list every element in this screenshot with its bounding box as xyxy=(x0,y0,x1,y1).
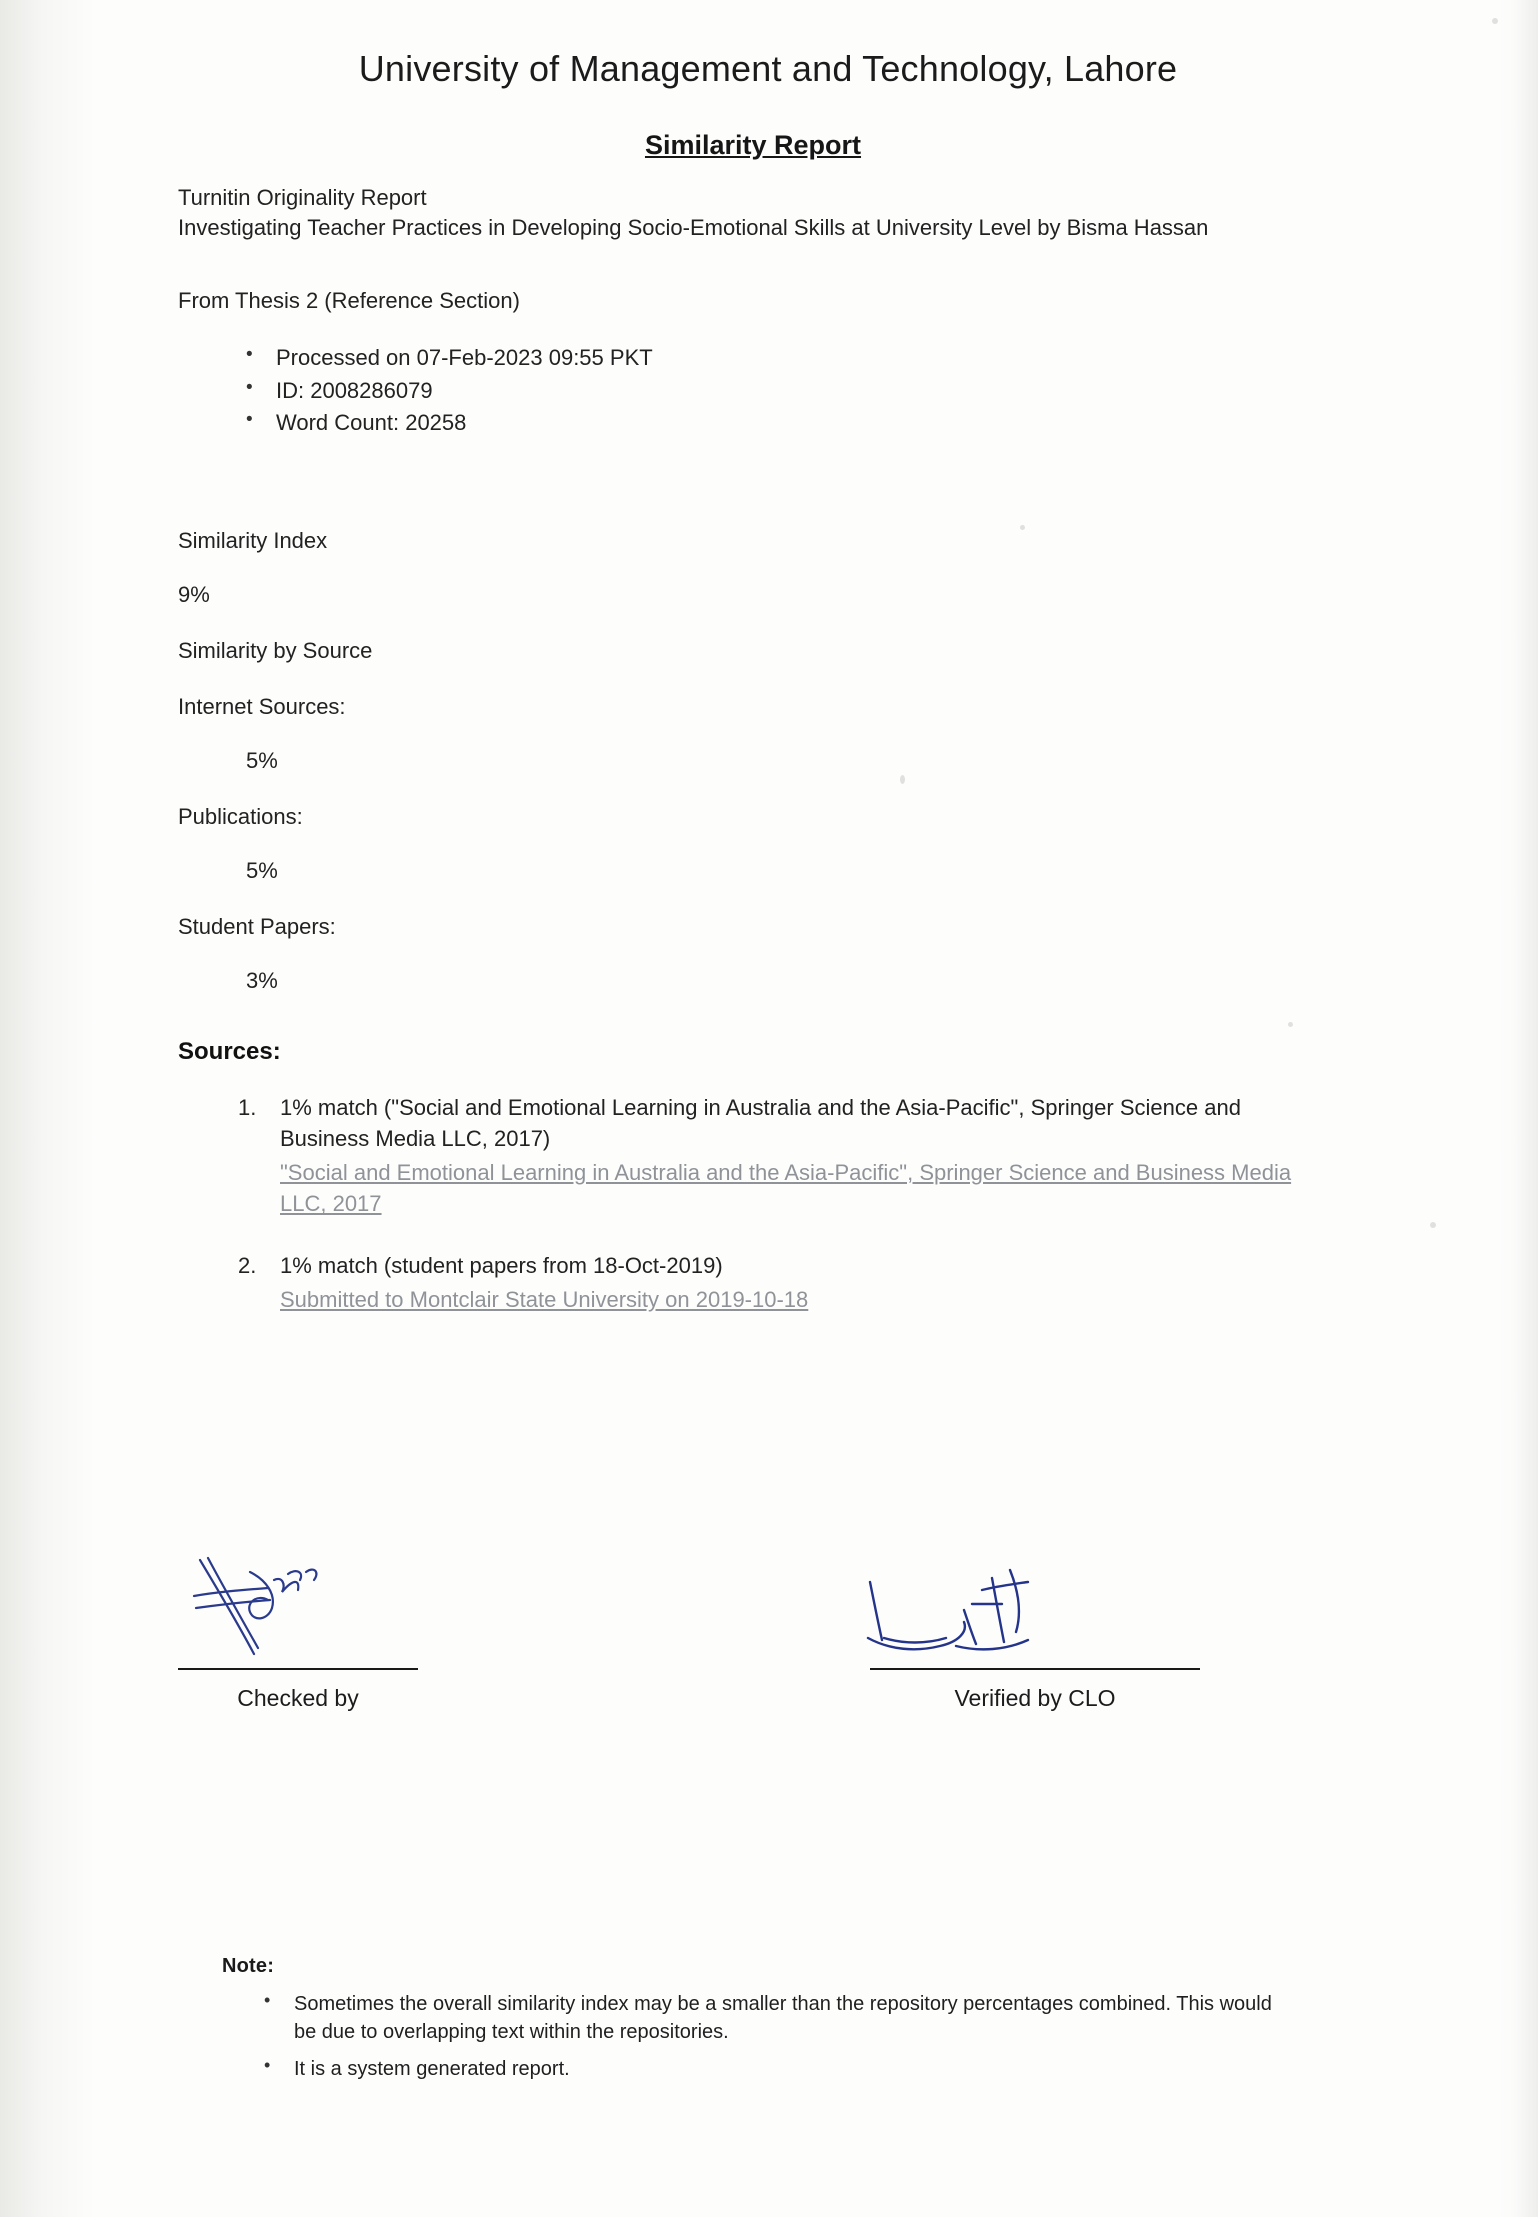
checked-by-label: Checked by xyxy=(237,1685,359,1711)
sources-list xyxy=(178,1092,1318,1315)
scan-edge-shadow-left xyxy=(0,0,95,2217)
list-item xyxy=(178,1250,1318,1315)
handwritten-signature-verified-by xyxy=(860,1560,1080,1670)
page-title: University of Management and Technology, Lahore xyxy=(358,48,1178,89)
note-list xyxy=(222,1990,1282,2083)
list-item: • ID: 2008286079 xyxy=(178,375,1318,408)
internet-sources-label: Internet Sources: xyxy=(178,693,346,719)
sources-heading: Sources: xyxy=(178,1037,281,1065)
note-block xyxy=(222,1955,1282,2091)
student-papers-value: 3% xyxy=(246,967,278,993)
scan-edge-shadow-right xyxy=(1498,0,1538,2217)
list-item xyxy=(178,1092,1318,1220)
from-line: From Thesis 2 (Reference Section) xyxy=(178,287,520,313)
scan-speck xyxy=(1492,18,1498,24)
similarity-index-label: Similarity Index xyxy=(178,527,328,553)
source-link[interactable]: "Social and Emotional Learning in Australia and the Asia-Pacific", Springer Science and Business Media LLC, 2017 xyxy=(280,1160,1292,1217)
list-item: • Word Count: 20258 xyxy=(178,407,1318,440)
signature-line xyxy=(870,1668,1200,1670)
list-item: • Processed on 07-Feb-2023 09:55 PKT xyxy=(178,342,1318,375)
publications-label: Publications: xyxy=(178,803,303,829)
report-meta-list xyxy=(178,342,1318,440)
similarity-index-value: 9% xyxy=(178,581,210,607)
note-title: Note: xyxy=(222,1955,275,1977)
list-item: • It is a system generated report. xyxy=(222,2055,1282,2083)
scan-speck xyxy=(1430,1222,1436,1228)
handwritten-signature-checked-by xyxy=(188,1550,368,1670)
list-item: • Sometimes the overall similarity index may be a smaller than the repository percentages combined. This would be due to overlapping text within the repositories. xyxy=(222,1990,1282,2047)
internet-sources-value: 5% xyxy=(246,747,278,773)
publications-value: 5% xyxy=(246,857,278,883)
source-match-text: 1% match (student papers from 18-Oct-2019) xyxy=(280,1252,723,1278)
source-link[interactable]: Submitted to Montclair State University on 2019-10-18 xyxy=(280,1286,809,1312)
thesis-title-line: Investigating Teacher Practices in Developing Socio-Emotional Skills at University Level by Bisma Hassan xyxy=(178,215,1209,241)
student-papers-label: Student Papers: xyxy=(178,913,336,939)
originality-report-label: Turnitin Originality Report xyxy=(178,185,427,210)
verified-by-label: Verified by CLO xyxy=(954,1685,1116,1711)
similarity-by-source-label: Similarity by Source xyxy=(178,637,373,663)
signature-area xyxy=(178,1685,1358,1918)
document-content xyxy=(178,0,1318,1345)
report-title: Similarity Report xyxy=(644,130,862,160)
source-match-text: 1% match ("Social and Emotional Learning in Australia and the Asia-Pacific", Springer Science and Business Media LLC, 2017) xyxy=(280,1094,1241,1151)
signature-line xyxy=(178,1668,418,1670)
